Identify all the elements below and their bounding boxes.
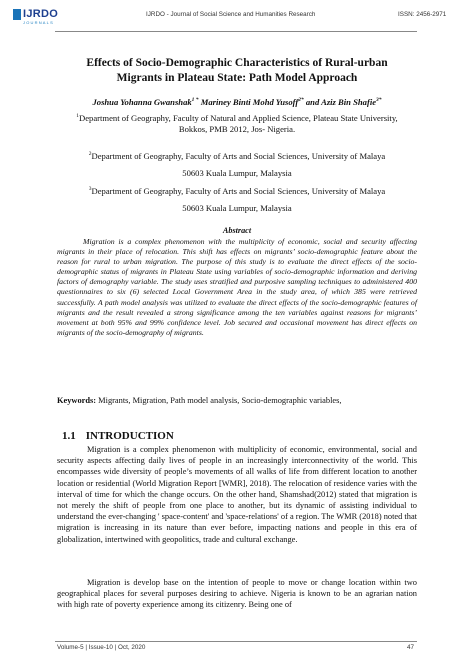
intro-paragraph-1: Migration is a complex phenomenon with multiplicity of economic, environmental, social and security aspects affecting daily lives of people in an increasingly interconnectivity of the world. This encompasses wide diversity of people’s movements of all walks of life from different location to another location or residential (World Migration Report [WMR], 2018). The relocation of residence varies with the interval of time for which the change occurs. On the other hand, Shamshad(2012) stated that migration is not merely the shift of people from one place to another, but its dynamic of assisting individual to understand the ever-changing ' space-content' and 'space-relations' of a region. The WMR (2018) noted that migration is increasing in its nature than ever before, impacting nations and people in this era of globalization, intertwined with geopolitics, trade and cultural exchange. xyxy=(57,445,417,544)
author-2: Mariney Binti Mohd Yusoff xyxy=(200,97,299,107)
keywords-label: Keywords: xyxy=(57,396,97,405)
affiliation-3 xyxy=(56,184,418,215)
affiliation-1-line-2: Bokkos, PMB 2012, Jos- Nigeria. xyxy=(178,124,296,135)
footer-page-number: 47 xyxy=(407,644,415,651)
affiliation-2 xyxy=(56,149,418,180)
author-3: Aziz Bin Shafie xyxy=(321,97,377,107)
footer-volume: Volume-5 | Issue-10 | Oct, 2020 xyxy=(57,644,146,651)
logo-subtext: JOURNALS xyxy=(23,20,54,25)
affiliation-1-line-1: Department of Geography, Faculty of Natural and Applied Science, Plateau State University, xyxy=(79,112,398,123)
title-line-1: Effects of Socio-Demographic Characteristics of Rural-urban xyxy=(86,57,388,69)
page-header xyxy=(0,0,474,34)
intro-paragraph-2: Migration is develop base on the intention of people to move or change location within two geographical places for several purposes desiring to achieve. Nigeria is known to be an agrarian nation with high rate of poverty experience among its citizenry. Being one of xyxy=(57,578,417,610)
author-2-sup: 2* xyxy=(298,97,304,104)
author-list xyxy=(60,97,414,107)
footer-divider xyxy=(55,641,417,642)
abstract-heading: Abstract xyxy=(222,226,252,235)
affiliation-3-line-2: 50603 Kuala Lumpur, Malaysia xyxy=(182,203,292,214)
affiliation-3-line-1: Department of Geography, Faculty of Arts and Social Sciences, University of Malaya xyxy=(91,185,386,196)
logo-mark-icon xyxy=(13,9,21,20)
keywords xyxy=(57,396,417,405)
header-divider xyxy=(55,31,417,32)
affiliation-2-line-2: 50603 Kuala Lumpur, Malaysia xyxy=(182,168,292,179)
affiliation-2-sup: 2 xyxy=(88,151,92,157)
author-3-sup: 3* xyxy=(376,97,382,104)
section-title: INTRODUCTION xyxy=(85,430,174,442)
affiliation-1-sup: 1 xyxy=(76,113,80,119)
title-line-2: Migrants in Plateau State: Path Model Approach xyxy=(116,71,358,84)
journal-logo xyxy=(13,8,58,25)
issn: ISSN: 2456-2971 xyxy=(398,11,447,18)
abstract-text: Migration is a complex phenomenon with the multiplicity of economic, social and security affecting migrants in their place of relocation. This shift has effects on migrants’ socio-demographic feature about the reason for rural to urban migration. The purpose of this study is to evaluate the direct effects of the socio-demographic status of migrants in Plateau State using variables of socio-demographic information and deriving factors of demography variable. The study uses stratified and purposive sampling techniques to administered 400 questionnaires to six (6) selected Local Government Area in the study area, of which 385 were retrieved successfully. A path model analysis was utilized to evaluate the direct effects of the socio-demographic features of migrants and the result revealed a strong significance among the ten variables against reasons for migrants’ movement at both 95% and 99% confidence level. Job secured and occasional movement has direct effects on migrants of the socio-demography of migrants. xyxy=(57,237,417,337)
affiliation-3-sup: 3 xyxy=(88,186,92,192)
affiliation-1 xyxy=(56,111,418,136)
logo-text: IJRDO xyxy=(23,8,59,20)
section-heading xyxy=(62,430,174,442)
author-1-sup: 1 * xyxy=(191,97,199,104)
keywords-list: Migrants, Migration, Path model analysis, Socio-demographic variables, xyxy=(98,396,342,405)
paper-title xyxy=(60,56,414,85)
section-number: 1.1 xyxy=(62,430,76,442)
author-1: Joshua Yohanna Gwanshak xyxy=(92,97,192,107)
affiliation-2-line-1: Department of Geography, Faculty of Arts and Social Sciences, University of Malaya xyxy=(91,150,386,161)
author-and: and xyxy=(305,97,320,107)
journal-name: IJRDO - Journal of Social Science and Humanities Research xyxy=(146,11,316,18)
